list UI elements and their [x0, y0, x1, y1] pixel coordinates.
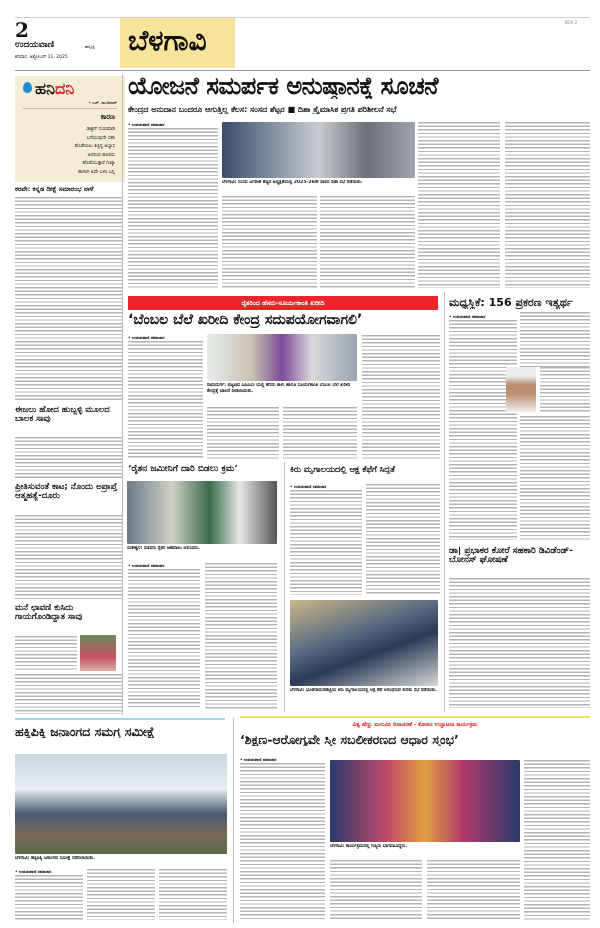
story4-headline: ‘ರೈತನ ಜಮೀನಿಗೆ ದಾರಿ ಬಿಡಲು ಕ್ರಮ’ [128, 465, 238, 474]
header-rule [15, 70, 590, 71]
event-photo [207, 334, 357, 381]
byline: • ಉದಯವಾಣಿ ಸಮಾಚಾರ [240, 757, 277, 762]
article-body [222, 196, 317, 288]
dani-title: ದನಿ [54, 79, 75, 98]
story2-headline: ‘ಬೆಂಬಲ ಬೆಲೆ ಖರೀದಿ ಕೇಂದ್ರ ಸದುಪಯೋಗವಾಗಲಿ’ [128, 313, 363, 328]
byline: • ಉದಯವಾಣಿ ಸಮಾಚಾರ [15, 869, 52, 874]
article-body [366, 484, 440, 595]
section-rule [240, 716, 590, 718]
victim-photo [80, 635, 116, 671]
farmers-photo [127, 481, 277, 544]
story8-headline: ‘ಶಿಕ್ಷಣ-ಆರೋಗ್ಯವೇ ಸ್ತ್ರೀ ಸಬಲೀಕರಣದ ಆಧಾರ ಸ್ತಂಭ’ [240, 733, 459, 747]
left-headline-1: ಕರವೇ: ಕನ್ನಡ ದೀಕ್ಷೆ ಸಮಾರಂಭ ನಾಳೆ [15, 186, 94, 193]
article-body [449, 578, 590, 708]
column-author: • ಎಚ್. ಡುಂಡಿರಾಜ್ [88, 100, 117, 105]
article-body [330, 860, 422, 920]
water-drop-icon [23, 82, 32, 93]
top-rule [15, 17, 590, 18]
article-body [15, 515, 123, 600]
article-body [15, 636, 77, 672]
article-body [15, 875, 83, 920]
photo-caption: ಬೆಳಗಾವಿ: ಹಕ್ಕಿಪಿಕ್ಕಿ ಜನಾಂಗದ ಸಮೀಕ್ಷೆ ನಡೆಸಲಾಯಿತು. [15, 856, 95, 861]
photo-caption: ಬೆಳಗಾವಿ: ಕಾರ್ಯಕ್ರಮದಲ್ಲಿ ಗಣ್ಯರು ಭಾಗವಹಿಸಿದ್ದರು. [330, 844, 408, 849]
article-body [540, 367, 590, 413]
community-photo [15, 754, 227, 854]
article-body [283, 407, 357, 459]
article-body [427, 860, 520, 920]
column-divider [233, 718, 234, 923]
photo-caption: ಬೆಳಗಾವಿ: ಸಂಸದ ಜಗದೀಶ ಶೆಟ್ಟರ ಅಧ್ಯಕ್ಷತೆಯಲ್ಲಿ 2025-26ನೇ ಸಾಲಿನ ದಿಶಾ ಸಭೆ ನಡೆಯಿತು. [222, 180, 363, 185]
poem-text: ಡಾಕ್ಟರ್ ದಯಮಾಡಿ ಬಗೆಯುವುದೇ ದಶಾ ಹೊಡೆಯಲು ಕಟ್ಟಿದ್ದ ಅಭ್ಯಾಸ ಅದರಿಂದ ಹಲವರು ಹೊಡೆಯುತ್ತಾರೆ ಗುಟ್ಕಾ ಹಾಗಾಗಿ ಅದೇ ಬಳಸಿ ಬನ್ನಿ [74, 127, 115, 175]
story5-headline: ಕಿರು ಮೃಗಾಲಯದಲ್ಲಿ ಆಕ್ಷ ಕೆಫೆಗೆ ಸಿದ್ಧತೆ [290, 465, 395, 474]
story8-kicker: ವಿಶ್ವ ಹೆಣ್ಣು ಮಗುವಿನ ದಿನಾಚರಣೆ - ಕೋಶದ ಉದ್ಘಾಟನಾ ಕಾರ್ಯಕ್ರಮ [352, 722, 478, 728]
byline: • ಉದಯವಾಣಿ ಸಮಾಚಾರ [128, 563, 165, 568]
left-headline-3: ಪ್ರೀತಿಸುವಂತೆ ಕಾಟ; ನೊಂದು ಅಪ್ರಾಪ್ತೆ ಆತ್ಮಹತ್ಯೆ-ದೂರು [15, 483, 118, 501]
article-body [15, 674, 123, 714]
article-body [128, 569, 200, 709]
hani-dani-box [15, 76, 125, 182]
lead-subhead: ಕೇಂದ್ರದ ಅನುದಾನ ಬಂದರೂ ಆಗುತ್ತಿಲ್ಲ ಕೆಲಸ: ಸಂಸದ ಶೆಟ್ಟರ ■ ದಿಶಾ ತ್ರೈಮಾಸಿಕ ಪ್ರಗತಿ ಪರಿಶೀಲನೆ ಸಭೆ [128, 106, 397, 114]
article-body [207, 407, 279, 459]
article-body [159, 869, 227, 920]
paper-name: ಉದಯವಾಣಿ [15, 40, 55, 50]
section-rule [15, 718, 225, 720]
article-body [362, 335, 440, 459]
poem-title: ಕಾರಣ [100, 113, 115, 121]
article-body [520, 416, 590, 540]
meeting-photo [222, 122, 415, 178]
left-headline-2: ಈಜಲು ಹೋದ ಹುಬ್ಬಳ್ಳಿ ಮೂಲದ ಬಾಲಕ ಸಾವು [15, 406, 110, 424]
lead-headline: ಯೋಜನೆ ಸಮರ್ಪಕ ಅನುಷ್ಠಾನಕ್ಕೆ ಸೂಚನೆ [128, 74, 438, 100]
portrait-photo [506, 367, 536, 412]
column-divider [444, 292, 445, 712]
section-title: ಬೆಳಗಾವಿ [120, 18, 235, 68]
event-photo [330, 760, 520, 842]
page-code: BGV 2 [565, 20, 578, 25]
column-divider [284, 462, 285, 712]
article-body [15, 437, 123, 479]
photo-caption: ಸಂಕೇಶ್ವರ: ಸಚಿವರು ರೈತರ ಅಹವಾಲು ಆಲಿಸಿದರು. [127, 546, 201, 551]
article-body [524, 760, 590, 920]
byline: • ಉದಯವಾಣಿ ಸಮಾಚಾರ [449, 314, 486, 319]
article-body [128, 341, 203, 459]
story3-headline: ಮಧ್ಯಸ್ಥಿಕೆ: 156 ಪ್ರಕರಣ ಇತ್ಯರ್ಥ [449, 297, 573, 309]
article-body [320, 196, 415, 288]
meeting-photo [290, 600, 438, 686]
article-body [520, 312, 590, 367]
article-body [418, 122, 500, 288]
photo-caption: ರಾಮದುರ್ಗ: ಪಟ್ಟಣದ ಎಪಿಎಂಸಿ ಯಲ್ಲಿ ಹೆಸರು ಕಾಳು ಹಾಗೂ ಸೂರ್ಯಕಾಂತಿ ಬೆಂಬಲ ಬೆಲೆ ಖರೀದಿ ಕೇಂದ್ರಕ್ಕೆ ಚಾಲನೆ ನೀಡಲಾಯಿತು. [207, 383, 351, 394]
byline: • ಉದಯವಾಣಿ ಸಮಾಚಾರ [290, 484, 327, 489]
story7-headline: ಹಕ್ಕಿಪಿಕ್ಕಿ ಜನಾಂಗದ ಸಮಗ್ರ ಸಮೀಕ್ಷೆ [15, 725, 156, 739]
edition-tag: ಹುಬ್ಬಳ್ಳಿ [85, 44, 95, 49]
byline: • ಉದಯವಾಣಿ ಸಮಾಚಾರ [128, 335, 165, 340]
byline: • ಉದಯವಾಣಿ ಸಮಾಚಾರ [128, 122, 165, 127]
article-body [290, 490, 362, 595]
photo-caption: ಬೆಳಗಾವಿ: ಭೂತರಾಮನಹಟ್ಟಿಯ ಕಿರು ಮೃಗಾಲಯದಲ್ಲಿ ಆಕ್ಷ ಕೆಫೆ ಆರಂಭಿಸುವ ಕುರಿತು ಸಭೆ ನಡೆಯಿತು. [290, 688, 437, 693]
hani-title: ಹನಿ [35, 79, 55, 98]
article-body [505, 122, 590, 288]
story6-headline: ಡಾ| ಪ್ರಭಾಕರ ಕೋರೆ ಸಹಕಾರಿ ಡಿವಿಡೆಂಡ್-ಬೋನಸ್ ಘೋಷಣೆ [449, 547, 573, 566]
article-body [449, 320, 517, 540]
article-body [240, 763, 325, 920]
article-body [15, 197, 123, 402]
page-number: 2 [15, 18, 29, 42]
story-kicker-banner: ರೈತರಿಂದ ಹೆಸರು-ಸೂರ್ಯಕಾಂತಿ ಖರೀದಿ [128, 296, 438, 310]
issue-date: ಶನಿವಾರ, ಅಕ್ಟೋಬರ್ 11, 2025 [15, 55, 68, 60]
article-body [128, 128, 218, 288]
column-divider [122, 75, 123, 715]
article-body [205, 563, 277, 709]
article-body [87, 869, 155, 920]
left-headline-4: ಮನೆ ಛಾವಣಿ ಕುಸಿದು ಗಾಯಗೊಂಡಿದ್ದಾತ ಸಾವು [15, 604, 83, 622]
